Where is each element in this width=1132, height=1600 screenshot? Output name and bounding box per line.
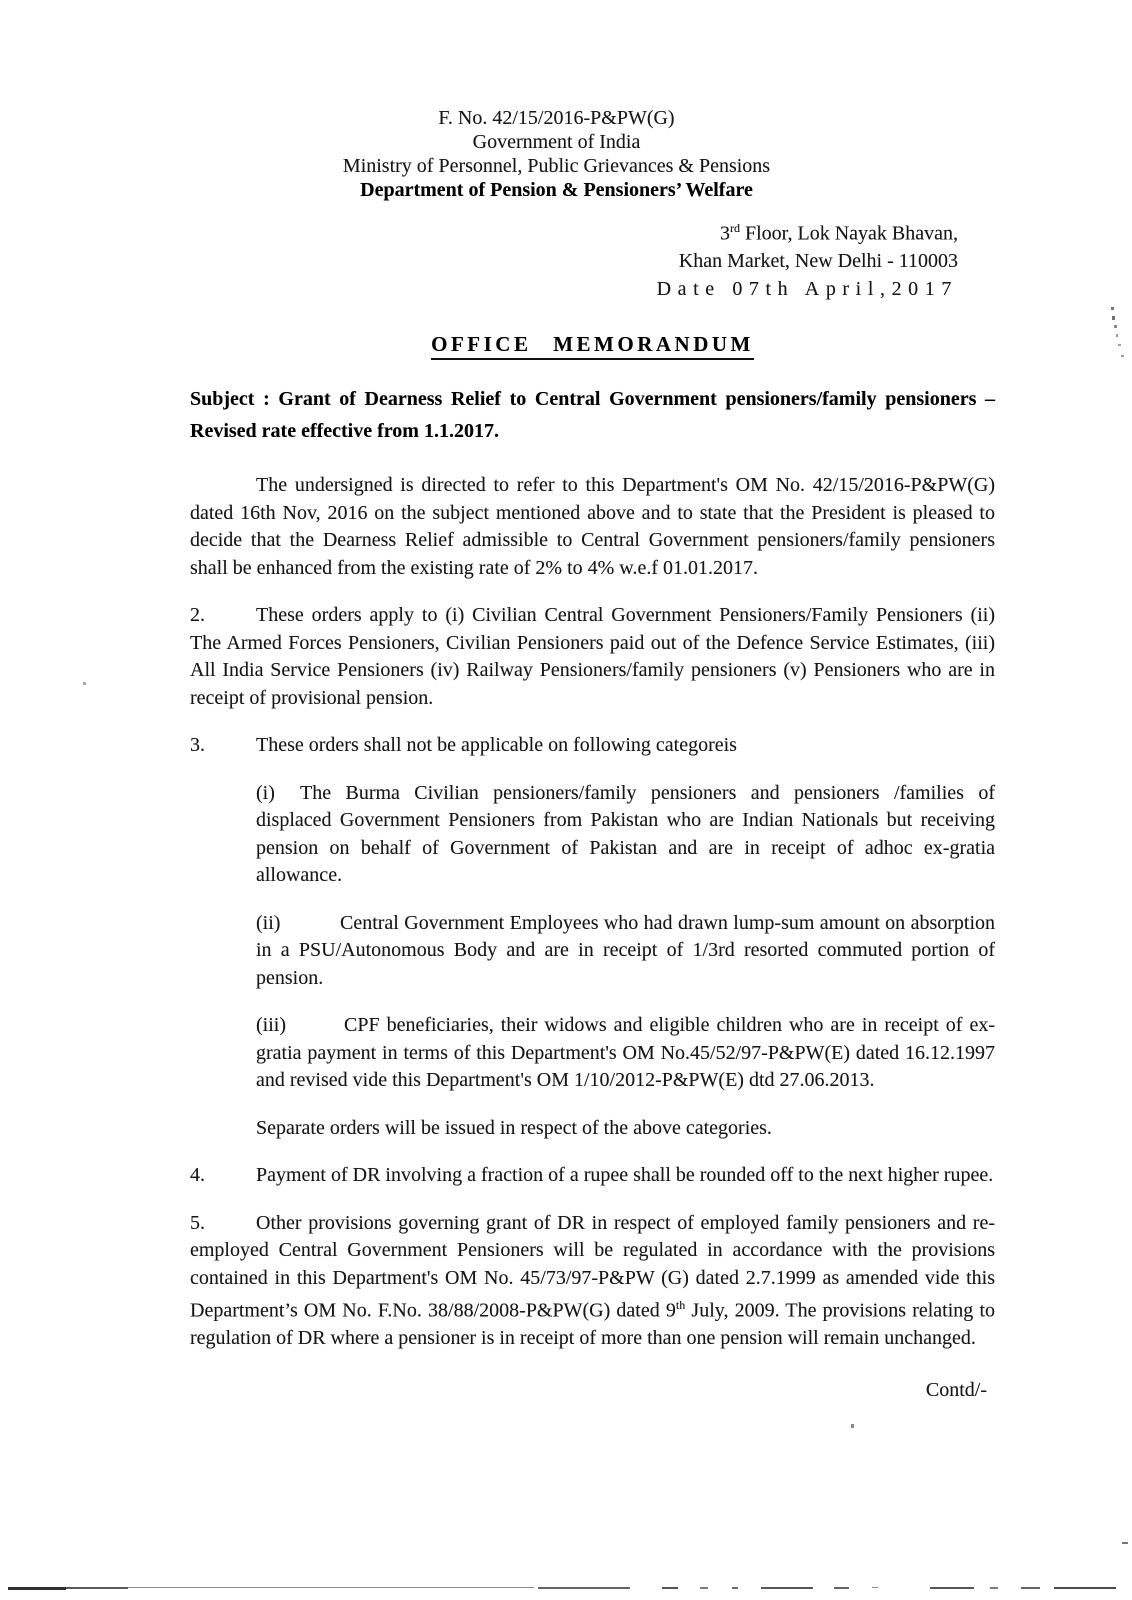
scan-line-segment [66, 1587, 128, 1589]
scan-line-segment [128, 1587, 534, 1588]
scan-line-segment [990, 1587, 998, 1589]
scan-speck [851, 1424, 854, 1428]
paragraph-3 [190, 732, 995, 760]
scan-speck [1122, 1542, 1128, 1544]
scan-line-segment [930, 1587, 974, 1589]
ministry-line: Ministry of Personnel, Public Grievances & Pensions [342, 155, 771, 177]
scan-line-segment [732, 1587, 738, 1589]
scan-speck [1111, 307, 1114, 310]
scan-speck [1118, 344, 1121, 346]
floor-number: 3 [719, 222, 730, 245]
department-line: Department of Pension & Pensioners’ Welfare [360, 179, 753, 201]
contd-marker: Contd/- [925, 1378, 987, 1401]
paragraph-5-text-b: July, 2009. The provisions relating to regulation of DR where a pensioner is in receipt of more than one pension will remain unchanged. [190, 1299, 995, 1350]
scan-line-segment [700, 1587, 708, 1589]
paragraph-3-text: These orders shall not be applicable on following categoreis [256, 734, 737, 757]
list-item-iii [256, 1012, 995, 1095]
list-item-i [256, 780, 995, 890]
letterhead [190, 106, 923, 202]
scan-line-segment [761, 1587, 813, 1589]
list-item-ii-text: Central Government Employees who had drawn lump-sum amount on absorption in a PSU/Autonomous Body and are in receipt of 1/3rd resorted commuted portion of pension. [256, 911, 995, 989]
scan-line-segment [834, 1587, 849, 1589]
scan-speck [1121, 355, 1124, 357]
list-item-i-text: The Burma Civilian pensioners/family pensioners and pensioners /families of displaced Government Pensioners from Pakistan who are Indian Nationals but receiving pension on behalf of Government of Pakistan and are in receipt of adhoc ex-gratia allowance. [256, 781, 995, 887]
list-item-ii [256, 910, 995, 993]
separate-orders-note: Separate orders will be issued in respect of the above categories. [256, 1116, 772, 1139]
floor-ordinal: rd [729, 221, 740, 235]
scan-line-segment [1054, 1587, 1116, 1589]
scan-line-segment [8, 1587, 66, 1590]
address-line-city: Khan Market, New Delhi - 110003 [678, 250, 958, 273]
scan-line-segment [872, 1587, 878, 1588]
list-item-iii-marker: (iii) [256, 1014, 286, 1037]
paragraph-3-number: 3. [190, 734, 205, 757]
paragraph-1: The undersigned is directed to refer to this Department's OM No. 42/15/2016-P&PW(G) dated 16th Nov, 2016 on the subject mentioned above and to state that the President is pleased to decide that the Dearness Relief admissible to Central Government pensioners/family pensioners shall be enhanced from the existing rate of 2% to 4% w.e.f 01.01.2017. [190, 474, 995, 579]
address-line-floor [190, 215, 958, 248]
government-line: Government of India [472, 131, 641, 153]
paragraph-4 [190, 1162, 995, 1190]
address-block [190, 215, 995, 303]
memo-title [190, 332, 995, 357]
scan-line-segment [1021, 1587, 1040, 1589]
floor-rest: Floor, Lok Nayak Bhavan, [739, 222, 958, 245]
paragraph-4-text: Payment of DR involving a fraction of a rupee shall be rounded off to the next higher rupee. [256, 1164, 994, 1187]
scan-line-segment [538, 1587, 630, 1589]
paragraph-2-text: These orders apply to (i) Civilian Central Government Pensioners/Family Pensioners (ii) The Armed Forces Pensioners, Civilian Pensioners paid out of the Defence Service Estimates, (iii) All India Service Pensioners (iv) Railway Pensioners/family pensioners (v) Pensioners who are in receipt of provisional pension. [190, 604, 995, 709]
list-item-ii-marker: (ii) [256, 911, 281, 934]
scan-speck [1114, 325, 1117, 328]
list-item-i-marker: (i) [256, 781, 275, 804]
scan-speck [83, 682, 86, 685]
paragraph-5-ordinal: th [675, 1298, 686, 1313]
paragraph-5 [190, 1210, 995, 1353]
date-line: Date 07th April,2017 [656, 277, 958, 300]
paragraph-5-text-a: Other provisions governing grant of DR in respect of employed family pensioners and re-employed Central Government Pensioners will be regulated in accordance with the provisions contained in this Department's OM No. 45/73/97-P&PW (G) dated 2.7.1999 as amended vide this Department’s OM No. F.No. 38/88/2008-P&PW(G) dated 9 [190, 1211, 995, 1322]
scan-speck [1116, 334, 1118, 337]
paragraph-2-number: 2. [190, 604, 205, 627]
file-number: F. No. 42/15/2016-P&PW(G) [438, 107, 675, 129]
paragraph-4-number: 4. [190, 1164, 205, 1187]
excluded-categories-list [256, 780, 995, 1143]
paragraph-2 [190, 602, 995, 712]
paragraph-5-number: 5. [190, 1211, 205, 1234]
memo-title-text: OFFICE MEMORANDUM [431, 332, 754, 360]
scan-line-segment [662, 1587, 678, 1589]
subject-line: Subject : Grant of Dearness Relief to Central Government pensioners/family pensioners – Revised rate effective from 1.1.2017. [190, 388, 995, 443]
scan-speck [1112, 316, 1115, 320]
list-item-iii-text: CPF beneficiaries, their widows and eligible children who are in receipt of ex-gratia payment in terms of this Department's OM No.45/52/97-P&PW(E) dated 16.12.1997 and revised vide this Department's OM 1/10/2012-P&PW(E) dtd 27.06.2013. [256, 1014, 995, 1092]
